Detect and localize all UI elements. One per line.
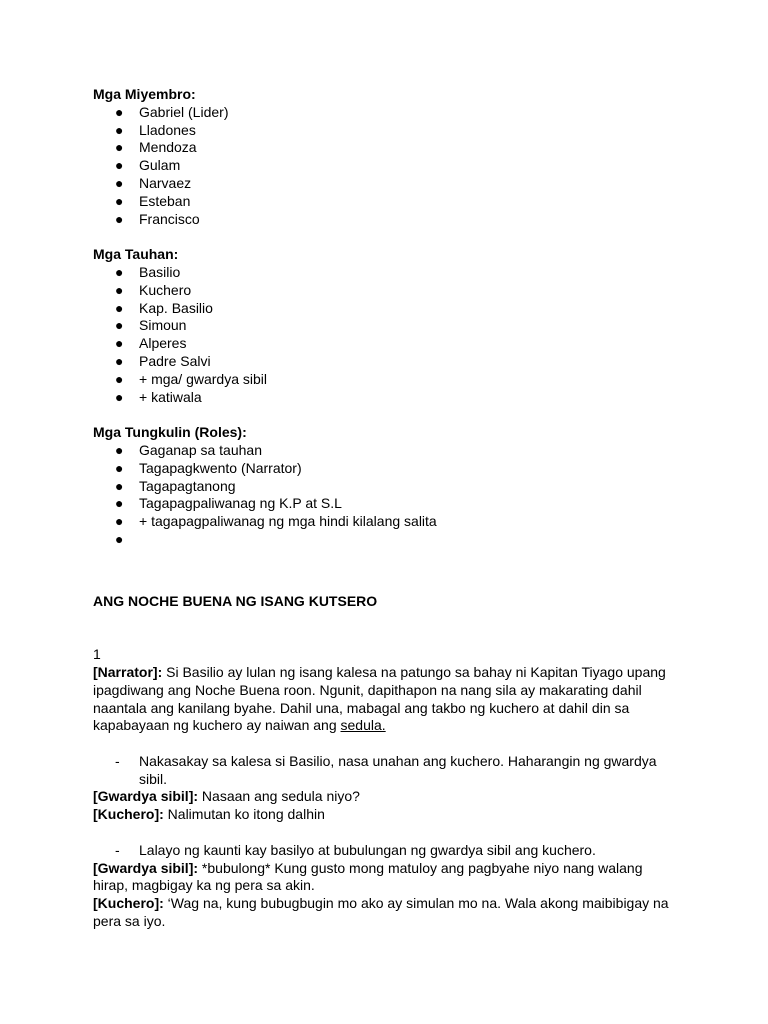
- bullet-icon: ●: [115, 192, 124, 209]
- spacer: [93, 228, 673, 246]
- list-item: ● Gabriel (Lider): [115, 103, 229, 120]
- bullet-icon: ●: [115, 388, 124, 405]
- bullet-icon: ●: [115, 477, 124, 494]
- story-title: ANG NOCHE BUENA NG ISANG KUTSERO: [93, 592, 378, 609]
- stage-direction-list: [93, 753, 673, 789]
- roles-heading: Mga Tungkulin (Roles):: [93, 424, 247, 441]
- dialogue-line: [Gwardya sibil]: *bubulong* Kung gusto mong matuloy ang pagbyahe niyo nang walang hirap, magbigay ka ng pera sa akin.: [93, 859, 643, 894]
- list-item: ● Padre Salvi: [115, 352, 211, 369]
- bullet-icon: ●: [115, 370, 124, 387]
- list-item: [93, 531, 673, 549]
- stage-direction: - Lalayo ng kaunti kay basilyo at bubulungan ng gwardya sibil ang kuchero.: [115, 841, 596, 858]
- narrator-paragraph: [93, 664, 673, 735]
- scene-number: 1: [93, 646, 101, 663]
- bullet-icon: ●: [115, 441, 124, 458]
- bullet-icon: ●: [115, 103, 124, 120]
- speaker-label: [Gwardya sibil]:: [93, 859, 199, 876]
- characters-list: [93, 264, 673, 406]
- members-heading: Mga Miyembro:: [93, 86, 196, 102]
- bullet-icon: ●: [115, 495, 124, 512]
- list-item: ● Basilio: [115, 263, 181, 280]
- bullet-icon: ●: [115, 174, 124, 191]
- bullet-icon: ●: [115, 459, 124, 476]
- bullet-icon: ●: [115, 121, 124, 138]
- underlined-term: sedula.: [340, 717, 386, 734]
- dialogue-line: [Gwardya sibil]: Nasaan ang sedula niyo?: [93, 788, 360, 805]
- bullet-icon: ●: [115, 513, 124, 530]
- document-page: [93, 86, 673, 931]
- speaker-label: [Kuchero]:: [93, 806, 164, 823]
- list-item: ● Esteban: [115, 192, 191, 209]
- bullet-icon: ●: [115, 210, 124, 227]
- speaker-label: [Narrator]:: [93, 663, 163, 680]
- list-item: ● Lladones: [115, 121, 196, 138]
- roles-list: [93, 442, 673, 549]
- bullet-icon: ●: [115, 263, 124, 280]
- speaker-label: [Gwardya sibil]:: [93, 788, 199, 805]
- list-item: ● Narvaez: [115, 174, 192, 191]
- bullet-icon: ●: [115, 299, 124, 316]
- list-item: ● + mga/ gwardya sibil: [115, 370, 268, 387]
- list-item: ● Kuchero: [115, 281, 192, 298]
- spacer: [93, 824, 673, 842]
- spacer: [93, 611, 673, 647]
- dash-icon: -: [115, 841, 120, 858]
- bullet-icon: ●: [115, 317, 124, 334]
- list-item: ● Simoun: [115, 317, 187, 334]
- stage-direction-list: [93, 842, 673, 860]
- dialogue-line: [Kuchero]: ‘Wag na, kung bubugbugin mo ako ay simulan mo na. Wala akong maibibigay na pera sa iyo.: [93, 895, 669, 930]
- narrator-text: Si Basilio ay lulan ng isang kalesa na patungo sa bahay ni Kapitan Tiyago upang ipagdiwang ang Noche Buena roon. Ngunit, dapithapon na nang sila ay makarating dahil naantala ang kanilang byahe. Dahil una, mabagal ang takbo ng kuchero at dahil din sa kapabayaan ng kuchero ay naiwan ang: [93, 663, 666, 734]
- spacer: [93, 735, 673, 753]
- list-item: ● Gaganap sa tauhan: [115, 441, 262, 458]
- speaker-label: [Kuchero]:: [93, 895, 164, 912]
- list-item: ● Tagapagpaliwanag ng K.P at S.L: [115, 495, 342, 512]
- bullet-icon: ●: [115, 352, 124, 369]
- spacer: [93, 549, 673, 593]
- list-item: ● + tagapagpaliwanag ng mga hindi kilalang salita: [115, 513, 437, 530]
- dash-icon: -: [115, 752, 120, 769]
- bullet-icon: ●: [115, 139, 124, 156]
- bullet-icon: ●: [115, 530, 124, 547]
- list-item: ● Francisco: [115, 210, 200, 227]
- stage-direction: - Nakasakay sa kalesa si Basilio, nasa unahan ang kuchero. Haharangin ng gwardya sibil.: [115, 752, 657, 787]
- list-item: ● Kap. Basilio: [115, 299, 213, 316]
- list-item: ● Tagapagkwento (Narrator): [115, 459, 302, 476]
- spacer: [93, 406, 673, 424]
- list-item: ● Alperes: [115, 335, 187, 352]
- list-item: ● Tagapagtanong: [115, 477, 236, 494]
- list-item: ● Mendoza: [115, 139, 197, 156]
- dialogue-line: [Kuchero]: Nalimutan ko itong dalhin: [93, 806, 325, 823]
- bullet-icon: ●: [115, 335, 124, 352]
- list-item: ● + katiwala: [115, 388, 202, 405]
- list-item: ● Gulam: [115, 157, 181, 174]
- bullet-icon: ●: [115, 157, 124, 174]
- bullet-icon: ●: [115, 281, 124, 298]
- characters-heading: Mga Tauhan:: [93, 246, 179, 263]
- members-list: [93, 104, 673, 229]
